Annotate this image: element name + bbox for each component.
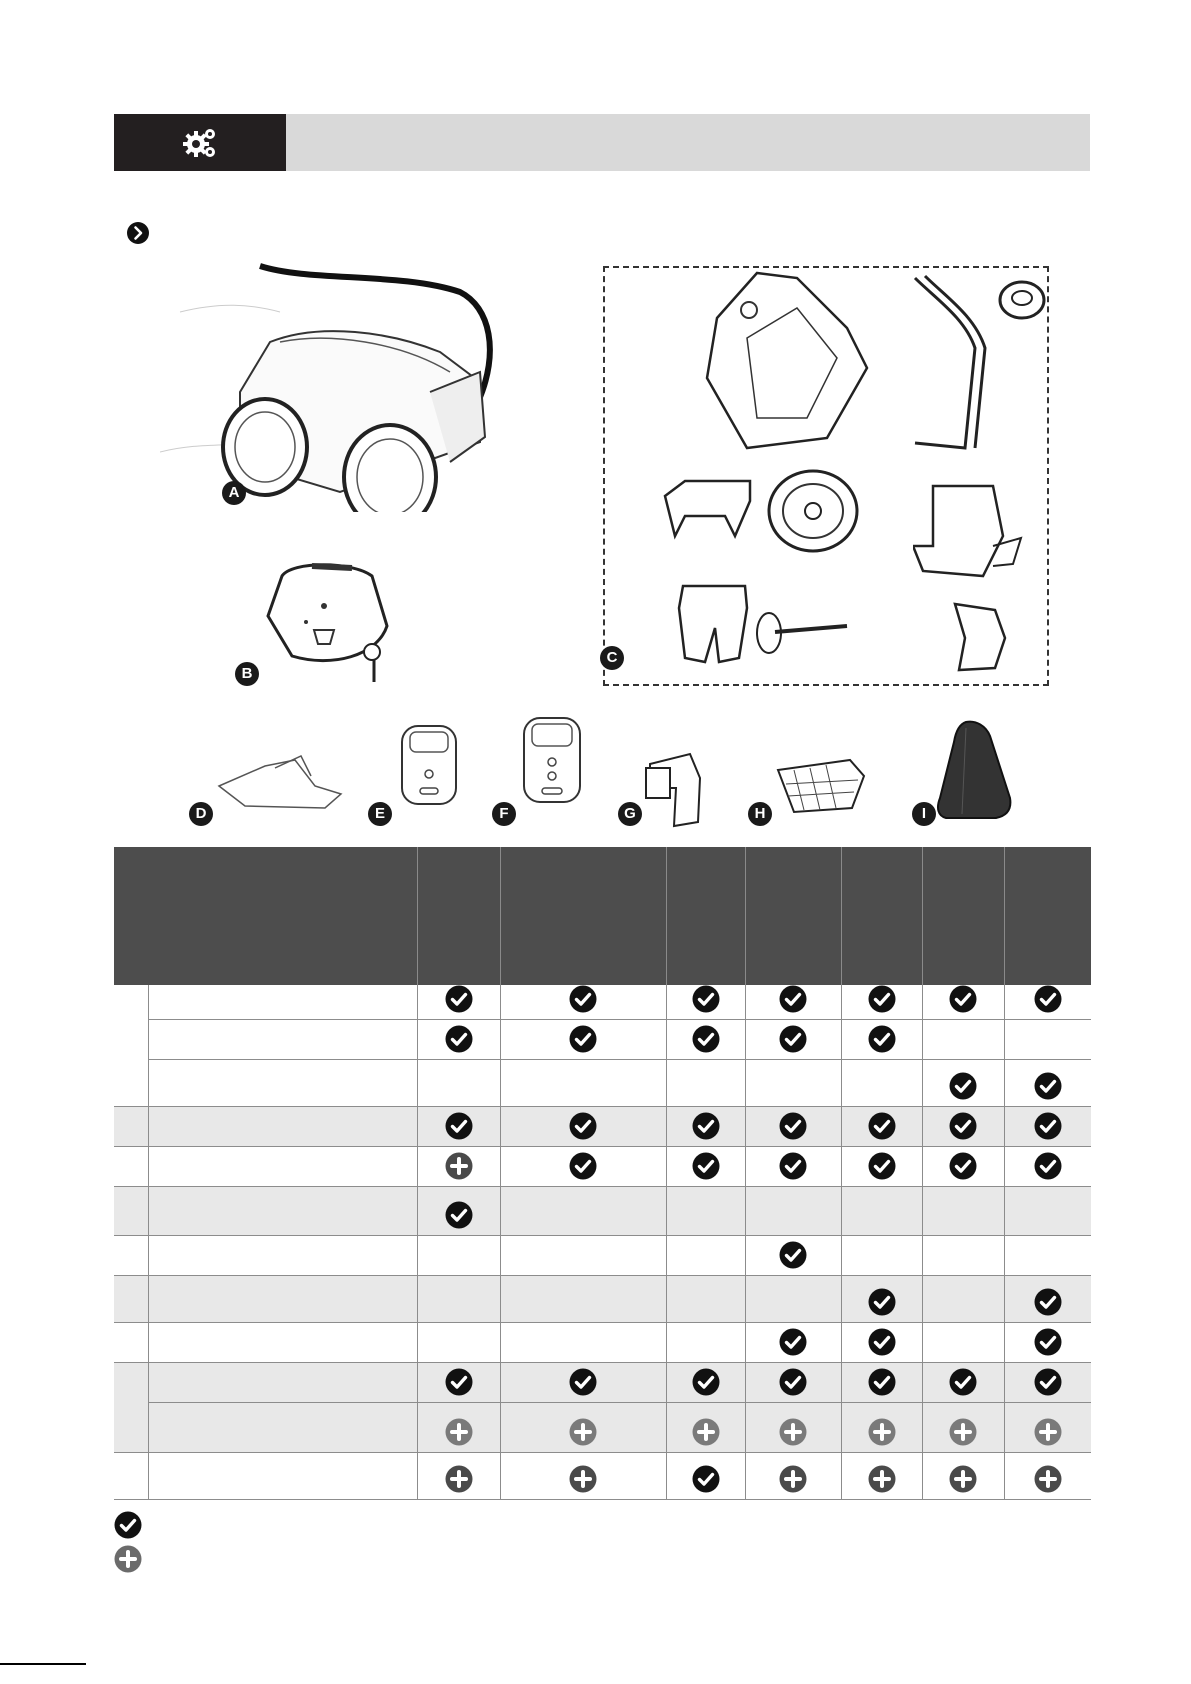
check-circle-icon (445, 985, 473, 1013)
table-cell-divider (148, 1323, 149, 1362)
table-cell-divider (922, 985, 923, 1019)
check-circle-icon (569, 1025, 597, 1053)
table-cell-divider (500, 1403, 501, 1452)
plus-circle-icon (445, 1418, 473, 1446)
power-supply-illustration (262, 556, 394, 686)
table-cell-divider (922, 1236, 923, 1275)
table-cell-divider (841, 1020, 842, 1059)
check-circle-icon (692, 1368, 720, 1396)
table-header-divider (745, 847, 746, 985)
table-row (114, 1323, 1091, 1363)
table-cell-divider (417, 1187, 418, 1235)
table-cell-divider (745, 985, 746, 1019)
clip-part-illustration (655, 476, 755, 541)
table-cell-divider (666, 1323, 667, 1362)
table-header-divider (500, 847, 501, 985)
check-circle-icon (868, 1328, 896, 1356)
table-cell-divider (922, 1276, 923, 1322)
table-cell-divider (666, 985, 667, 1019)
table-cell-divider (922, 1363, 923, 1402)
table-cell-divider (417, 1236, 418, 1275)
table-cell-divider (148, 1276, 149, 1322)
latch-part-illustration (945, 598, 1015, 674)
table-cell-divider (745, 1060, 746, 1106)
table-cell-divider (666, 1147, 667, 1186)
table-cell-divider (841, 1403, 842, 1452)
table-cell-divider (148, 1363, 149, 1402)
table-cell-divider (148, 1453, 149, 1499)
table-cell-divider (1004, 1363, 1005, 1402)
table-cell-divider (1004, 1060, 1005, 1106)
table-cell-divider (841, 1107, 842, 1146)
table-cell-divider (1004, 1403, 1005, 1452)
table-row (114, 985, 1091, 1020)
table-cell-divider (745, 1107, 746, 1146)
plus-circle-icon (949, 1418, 977, 1446)
check-circle-icon (868, 1368, 896, 1396)
plus-circle-icon (779, 1418, 807, 1446)
plus-circle-icon (779, 1465, 807, 1493)
table-cell-divider (500, 1060, 501, 1106)
plus-circle-icon (868, 1418, 896, 1446)
table-cell-divider (745, 1323, 746, 1362)
check-circle-icon (692, 1025, 720, 1053)
filter-basket-illustration (774, 750, 868, 816)
table-cell-divider (666, 1363, 667, 1402)
chevron-right-circle-icon (126, 221, 150, 245)
plus-circle-icon (692, 1418, 720, 1446)
table-cell-divider (666, 1107, 667, 1146)
table-cell-divider (1004, 1323, 1005, 1362)
handle-part-illustration (905, 268, 995, 458)
table-cell-divider (922, 1107, 923, 1146)
table-row (114, 1363, 1091, 1403)
table-cell-divider (841, 985, 842, 1019)
table-cell-divider (666, 1187, 667, 1235)
table-row (114, 1107, 1091, 1147)
table-cell-divider (922, 1020, 923, 1059)
table-cell-divider (148, 1147, 149, 1186)
cover-illustration (936, 718, 1016, 822)
table-cell-divider (745, 1403, 746, 1452)
table-cell-divider (1004, 1020, 1005, 1059)
table-row (114, 1276, 1091, 1323)
check-circle-icon (868, 1025, 896, 1053)
gears-icon (182, 126, 218, 160)
check-circle-icon (569, 1152, 597, 1180)
caddy-illustration (215, 746, 345, 810)
check-circle-icon (779, 1025, 807, 1053)
check-circle-icon (1034, 1072, 1062, 1100)
table-cell-divider (1004, 1187, 1005, 1235)
spare-parts-box (603, 266, 1049, 686)
table-cell-divider (666, 1453, 667, 1499)
table-cell-divider (500, 1020, 501, 1059)
check-circle-icon (949, 985, 977, 1013)
table-cell-divider (148, 1187, 149, 1235)
check-circle-icon (1034, 1368, 1062, 1396)
check-circle-icon (949, 1368, 977, 1396)
table-row (114, 1020, 1091, 1060)
label-g: G (618, 802, 642, 826)
table-cell-divider (148, 1107, 149, 1146)
label-i: I (912, 802, 936, 826)
check-circle-icon (692, 1152, 720, 1180)
table-header-divider (841, 847, 842, 985)
table-row (114, 1060, 1091, 1107)
check-circle-icon (1034, 985, 1062, 1013)
label-b: B (235, 662, 259, 686)
table-cell-divider (841, 1187, 842, 1235)
table-cell-divider (666, 1060, 667, 1106)
label-a: A (222, 481, 246, 505)
table-cell-divider (1004, 1236, 1005, 1275)
table-cell-divider (148, 1020, 149, 1059)
check-circle-icon (445, 1025, 473, 1053)
group-cell-mask (114, 1059, 148, 1061)
table-header (114, 847, 1091, 985)
table-cell-divider (500, 1276, 501, 1322)
check-circle-icon (779, 985, 807, 1013)
plus-circle-icon (1034, 1465, 1062, 1493)
table-cell-divider (417, 1060, 418, 1106)
table-cell-divider (745, 1187, 746, 1235)
table-cell-divider (841, 1453, 842, 1499)
table-cell-divider (841, 1060, 842, 1106)
table-cell-divider (148, 985, 149, 1019)
label-e: E (368, 802, 392, 826)
table-cell-divider (148, 1060, 149, 1106)
table-header-divider (1004, 847, 1005, 985)
table-cell-divider (1004, 1276, 1005, 1322)
table-row (114, 1187, 1091, 1236)
check-circle-icon (692, 1112, 720, 1140)
table-header-divider (922, 847, 923, 985)
table-header-divider (666, 847, 667, 985)
plus-circle-icon (445, 1465, 473, 1493)
check-circle-icon (114, 1511, 142, 1539)
check-circle-icon (1034, 1328, 1062, 1356)
table-cell-divider (666, 1236, 667, 1275)
plus-circle-icon (445, 1152, 473, 1180)
check-circle-icon (779, 1152, 807, 1180)
group-cell-mask (114, 1402, 148, 1404)
table-cell-divider (922, 1060, 923, 1106)
table-cell-divider (745, 1020, 746, 1059)
table-cell-divider (500, 1187, 501, 1235)
check-circle-icon (868, 1152, 896, 1180)
table-cell-divider (417, 1276, 418, 1322)
remote-f-illustration (520, 714, 584, 806)
robot-body-part-illustration (687, 268, 877, 458)
label-h: H (748, 802, 772, 826)
table-cell-divider (417, 1453, 418, 1499)
plus-circle-icon (868, 1465, 896, 1493)
table-cell-divider (417, 1020, 418, 1059)
filter-cartridge-illustration (640, 748, 706, 828)
check-circle-icon (779, 1328, 807, 1356)
table-cell-divider (148, 1236, 149, 1275)
check-circle-icon (445, 1201, 473, 1229)
table-cell-divider (417, 985, 418, 1019)
table-cell-divider (666, 1403, 667, 1452)
table-cell-divider (922, 1147, 923, 1186)
table-row (114, 1403, 1091, 1453)
table-cell-divider (1004, 985, 1005, 1019)
check-circle-icon (569, 1112, 597, 1140)
plus-circle-icon (114, 1545, 142, 1573)
check-circle-icon (1034, 1288, 1062, 1316)
table-cell-divider (745, 1276, 746, 1322)
table-cell-divider (841, 1363, 842, 1402)
table-cell-divider (922, 1323, 923, 1362)
table-cell-divider (500, 985, 501, 1019)
table-cell-divider (841, 1147, 842, 1186)
check-circle-icon (779, 1241, 807, 1269)
remote-e-illustration (398, 722, 460, 808)
check-circle-icon (692, 1465, 720, 1493)
table-cell-divider (417, 1403, 418, 1452)
check-circle-icon (779, 1368, 807, 1396)
filter-frame-part-illustration (675, 578, 755, 666)
table-cell-divider (417, 1363, 418, 1402)
check-circle-icon (569, 1368, 597, 1396)
table-cell-divider (417, 1323, 418, 1362)
table-cell-divider (1004, 1453, 1005, 1499)
check-circle-icon (868, 1112, 896, 1140)
table-header-divider (417, 847, 418, 985)
check-circle-icon (949, 1072, 977, 1100)
check-circle-icon (692, 985, 720, 1013)
table-cell-divider (666, 1020, 667, 1059)
robot-cleaner-illustration (160, 262, 520, 512)
table-cell-divider (666, 1276, 667, 1322)
header-title-bar (286, 114, 1090, 171)
table-cell-divider (745, 1147, 746, 1186)
label-c: C (600, 646, 624, 670)
label-f: F (492, 802, 516, 826)
table-cell-divider (500, 1363, 501, 1402)
footer-rule (0, 1663, 86, 1665)
plus-circle-icon (1034, 1418, 1062, 1446)
table-cell-divider (841, 1276, 842, 1322)
check-circle-icon (1034, 1152, 1062, 1180)
table-cell-divider (500, 1236, 501, 1275)
check-circle-icon (445, 1368, 473, 1396)
table-row (114, 1147, 1091, 1187)
check-circle-icon (1034, 1112, 1062, 1140)
nut-part-illustration (995, 278, 1049, 326)
table-cell-divider (922, 1453, 923, 1499)
check-circle-icon (868, 985, 896, 1013)
table-cell-divider (500, 1323, 501, 1362)
table-cell-divider (148, 1403, 149, 1452)
plus-circle-icon (949, 1465, 977, 1493)
header-icon-block (114, 114, 286, 171)
table-cell-divider (1004, 1107, 1005, 1146)
table-cell-divider (745, 1453, 746, 1499)
check-circle-icon (949, 1112, 977, 1140)
table-row (114, 1236, 1091, 1276)
axle-part-illustration (755, 608, 855, 658)
table-cell-divider (922, 1187, 923, 1235)
table-row (114, 1453, 1091, 1500)
brush-holder-part-illustration (913, 476, 1023, 596)
table-cell-divider (841, 1323, 842, 1362)
plus-circle-icon (569, 1418, 597, 1446)
wheel-part-illustration (765, 468, 861, 554)
table-cell-divider (1004, 1147, 1005, 1186)
table-cell-divider (922, 1403, 923, 1452)
check-circle-icon (569, 985, 597, 1013)
table-cell-divider (417, 1147, 418, 1186)
check-circle-icon (949, 1152, 977, 1180)
check-circle-icon (868, 1288, 896, 1316)
check-circle-icon (779, 1112, 807, 1140)
plus-circle-icon (569, 1465, 597, 1493)
group-cell-mask (114, 1019, 148, 1021)
table-cell-divider (417, 1107, 418, 1146)
table-cell-divider (745, 1236, 746, 1275)
table-cell-divider (841, 1236, 842, 1275)
label-d: D (189, 802, 213, 826)
table-cell-divider (500, 1147, 501, 1186)
table-cell-divider (745, 1363, 746, 1402)
table-cell-divider (500, 1107, 501, 1146)
table-cell-divider (500, 1453, 501, 1499)
check-circle-icon (445, 1112, 473, 1140)
